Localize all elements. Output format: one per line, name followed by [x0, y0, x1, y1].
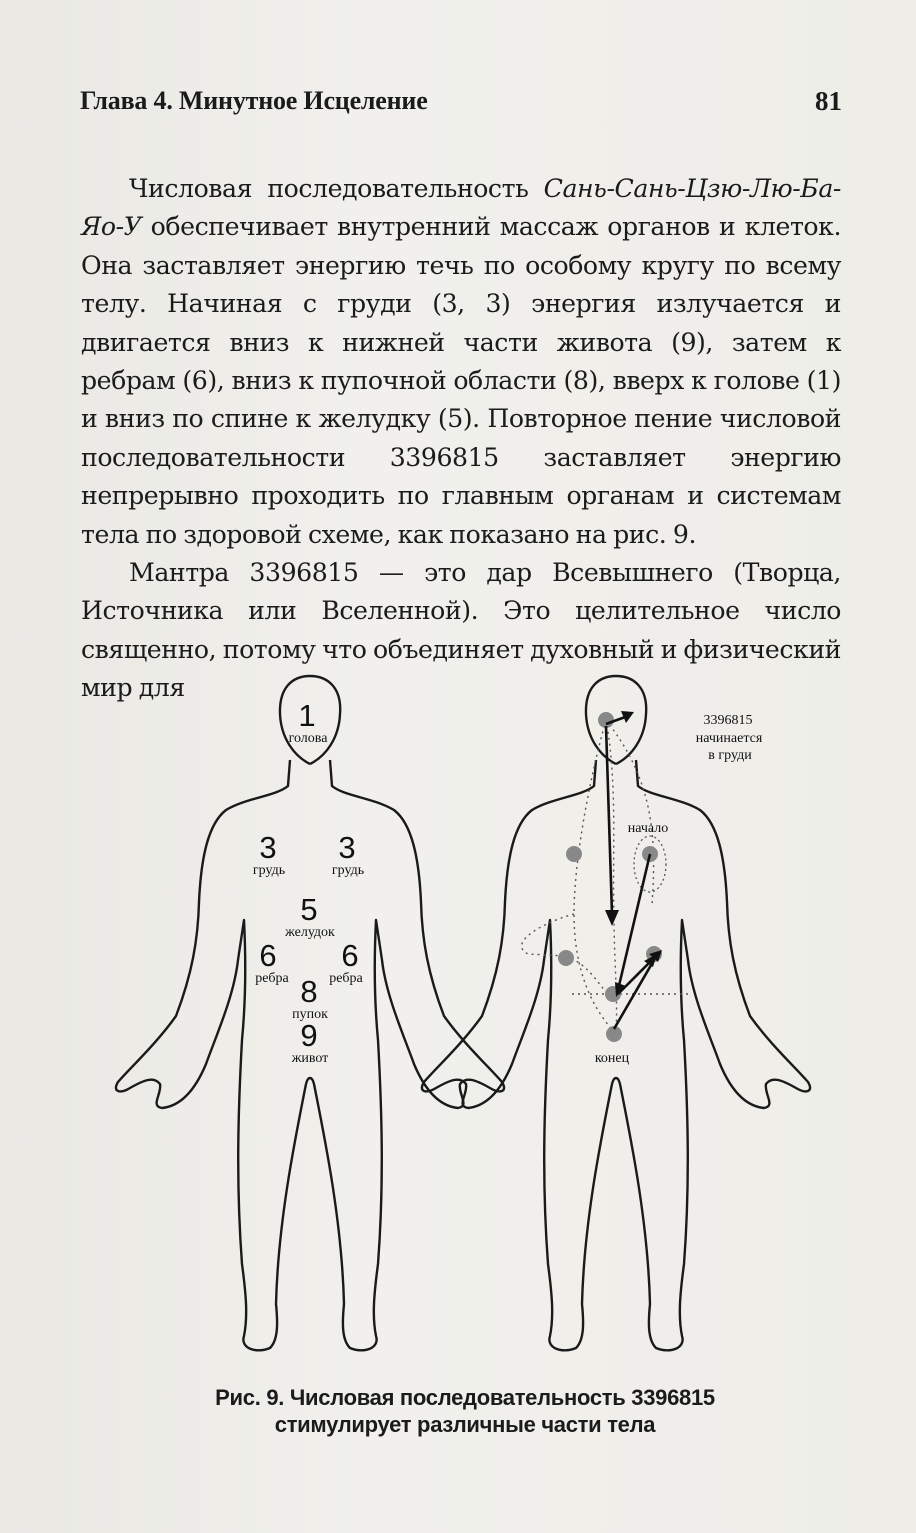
- label-head-number: 1: [298, 698, 316, 733]
- paragraph-1-start: Числовая последовательность: [129, 174, 544, 203]
- back-labels: [595, 713, 763, 1066]
- paragraph-1-rest: обеспечивает внутренний массаж органов и клеток. Она заставляет энергию течь по особому кругу по всему телу. Начиная с груди (3, 3) энергия излучается и двигается вниз к нижней части живота (9), затем к ребрам (6), вниз к пупочной области (8), вверх к голове (1) и вниз по спине к желудку (5). Повторное пение числовой последовательности 3396815 заставляет энергию непрерывно проходить по главным органам и системам тела по здоровой схеме, как показано на рис. 9.: [81, 212, 841, 549]
- caption-line-1: Рис. 9. Числовая последовательность 3396815: [215, 1385, 715, 1410]
- label-start-line1: начинается: [695, 731, 763, 746]
- back-body-outline: [422, 676, 810, 1350]
- label-chest-left-number: 3: [259, 830, 277, 865]
- label-start-number: 3396815: [703, 713, 753, 728]
- navel-loop: [634, 836, 666, 892]
- caption-line-2: стимулирует различные части тела: [274, 1412, 656, 1437]
- label-chest-left-word: грудь: [252, 863, 286, 878]
- figure-caption: [150, 1384, 780, 1438]
- label-end: конец: [594, 1051, 630, 1066]
- label-chest-right-word: грудь: [331, 863, 365, 878]
- label-navel-word: пупок: [292, 1007, 328, 1022]
- front-labels: [253, 698, 364, 1066]
- body-diagram: [88, 664, 888, 1384]
- label-navel-number: 8: [300, 974, 318, 1009]
- mantra-name: Сань-Сань-Цзю-Лю-Ба-Яо-У: [81, 174, 841, 242]
- paragraph-1: [81, 170, 841, 554]
- label-abdomen-number: 9: [300, 1018, 318, 1053]
- running-head: Глава 4. Минутное Исцеление: [80, 86, 428, 115]
- label-abdomen-word: живот: [291, 1051, 329, 1066]
- label-begin: начало: [627, 821, 669, 836]
- label-ribs-left-word: ребра: [255, 971, 289, 986]
- label-start-line2: в груди: [708, 748, 752, 763]
- label-chest-right-number: 3: [338, 830, 356, 865]
- paragraph-2: Мантра 3396815 — это дар Всевышнего (Творца, Источника или Вселенной). Это целительное число священно, потому что объединяет духовный и физический мир для: [81, 558, 842, 703]
- body-text: [81, 170, 841, 708]
- label-head-word: голова: [288, 731, 328, 746]
- energy-path-dotted: [522, 720, 688, 1034]
- page-header: [80, 86, 842, 122]
- figure-body-diagram: [88, 664, 888, 1384]
- label-ribs-right-number: 6: [341, 938, 359, 973]
- label-ribs-right-word: ребра: [329, 971, 363, 986]
- label-stomach-word: желудок: [285, 925, 335, 940]
- label-ribs-left-number: 6: [259, 938, 277, 973]
- page-number: 81: [815, 86, 842, 116]
- label-stomach-number: 5: [300, 892, 318, 927]
